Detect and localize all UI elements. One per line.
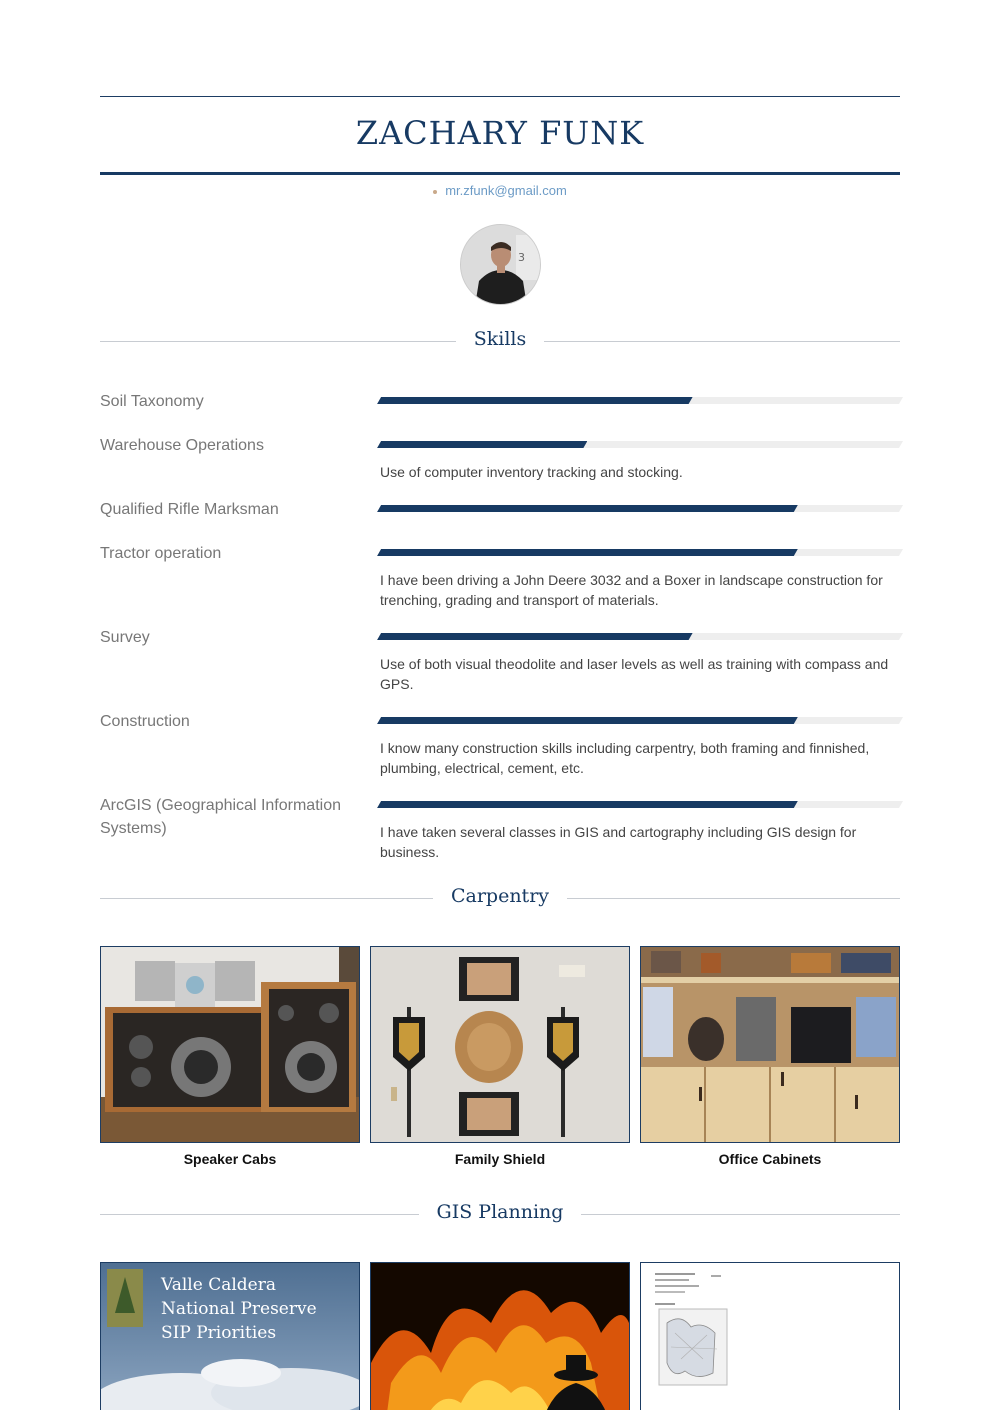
gallery-item-speaker-cabs[interactable] (100, 946, 360, 1167)
skill-description: I know many construction skills including carpentry, both framing and finnished, plumbing, electrical, cement, etc. (380, 740, 870, 776)
skill-level-fill (377, 717, 798, 724)
gallery-item-gis-presentation[interactable] (100, 1262, 360, 1410)
bullet-icon (433, 190, 437, 194)
skill-description: Use of both visual theodolite and laser levels as well as training with compass and GPS. (380, 656, 889, 692)
section-title: GIS Planning (419, 1201, 582, 1223)
gallery-item-gis-document[interactable] (640, 1262, 900, 1410)
resume-page (100, 0, 900, 1410)
skill-name: Soil Taxonomy (100, 393, 204, 410)
carpentry-section-heading (100, 883, 900, 913)
contact-line (100, 183, 900, 198)
skill-level-bar (377, 397, 903, 404)
header-top-rule (100, 96, 900, 97)
skill-name: Survey (100, 629, 150, 646)
skill-level-bar (377, 505, 903, 512)
skill-level-fill (377, 505, 798, 512)
skill-level-fill (377, 397, 693, 404)
gallery-caption: Office Cabinets (718, 1151, 822, 1167)
gallery-caption: Speaker Cabs (183, 1151, 277, 1167)
skill-level-fill (377, 633, 693, 640)
section-title: Skills (456, 328, 545, 350)
skill-level-bar (377, 801, 903, 808)
avatar (460, 224, 541, 305)
skill-level-fill (377, 441, 587, 448)
skill-name: Qualified Rifle Marksman (100, 501, 279, 518)
gis-section-heading (100, 1199, 900, 1229)
skill-description: I have taken several classes in GIS and cartography including GIS design for business. (380, 824, 857, 860)
skill-name: Construction (100, 713, 190, 730)
gallery-item-office-cabinets[interactable] (640, 946, 900, 1167)
gallery-caption: Family Shield (454, 1151, 546, 1167)
gallery-image[interactable] (100, 946, 360, 1143)
gallery-image[interactable] (640, 946, 900, 1143)
skill-level-bar (377, 441, 903, 448)
skill-level-bar (377, 549, 903, 556)
gis-image-title: Valle Caldera National Preserve SIP Priorities (161, 1275, 317, 1343)
gallery-item-fire[interactable] (370, 1262, 630, 1410)
skill-level-fill (377, 801, 798, 808)
skill-name: ArcGIS (Geographical Information Systems) (100, 797, 341, 837)
gallery-image[interactable] (640, 1262, 900, 1410)
skill-name: Tractor operation (100, 545, 222, 562)
section-title: Carpentry (433, 885, 567, 907)
header-bottom-rule (100, 172, 900, 175)
skill-level-bar (377, 633, 903, 640)
skill-name: Warehouse Operations (100, 437, 264, 454)
avatar-image (461, 225, 541, 305)
skill-description: Use of computer inventory tracking and stocking. (380, 464, 683, 480)
candidate-name: ZACHARY FUNK (355, 114, 645, 152)
skills-section-heading (100, 326, 900, 356)
skill-level-bar (377, 717, 903, 724)
svg-text:3: 3 (518, 251, 525, 264)
skill-description: I have been driving a John Deere 3032 and a Boxer in landscape construction for trenching, grading and transport of materials. (380, 572, 883, 608)
gallery-image[interactable] (370, 946, 630, 1143)
gallery-image[interactable] (370, 1262, 630, 1410)
gallery-item-family-shield[interactable] (370, 946, 630, 1167)
gallery-image[interactable] (100, 1262, 360, 1410)
email-link[interactable]: mr.zfunk@gmail.com (445, 183, 567, 198)
skill-level-fill (377, 549, 798, 556)
